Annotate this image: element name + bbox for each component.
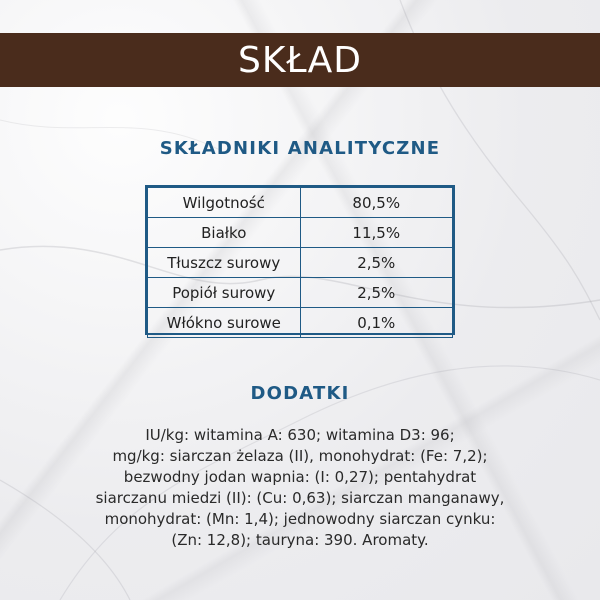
additives-line: mg/kg: siarczan żelaza (II), monohydrat: (Fe: 7,2); (112, 447, 488, 465)
component-name: Wilgotność (148, 188, 301, 218)
additives-line: siarczanu miedzi (II): (Cu: 0,63); siarczan manganawy, (95, 489, 505, 507)
component-value: 0,1% (300, 308, 453, 338)
additives-line: (Zn: 12,8); tauryna: 390. Aromaty. (171, 531, 429, 549)
component-name: Tłuszcz surowy (148, 248, 301, 278)
additives-line: bezwodny jodan wapnia: (I: 0,27); pentahydrat (123, 468, 477, 486)
table-row (148, 308, 453, 338)
component-value: 2,5% (300, 278, 453, 308)
table-row (148, 248, 453, 278)
additives-line: IU/kg: witamina A: 630; witamina D3: 96; (145, 426, 455, 444)
component-value: 2,5% (300, 248, 453, 278)
page-title: SKŁAD (237, 39, 363, 81)
header-band (0, 33, 600, 87)
component-name: Białko (148, 218, 301, 248)
analytical-table (145, 185, 455, 335)
additives-line: monohydrat: (Mn: 1,4); jednowodny siarczan cynku: (104, 510, 496, 528)
additives-section-title: DODATKI (250, 383, 350, 404)
additives-text (40, 425, 560, 551)
component-value: 80,5% (300, 188, 453, 218)
component-name: Popiół surowy (148, 278, 301, 308)
table-row (148, 188, 453, 218)
component-name: Włókno surowe (148, 308, 301, 338)
component-value: 11,5% (300, 218, 453, 248)
analytical-section-title: SKŁADNIKI ANALITYCZNE (159, 138, 441, 159)
table-row (148, 218, 453, 248)
table-row (148, 278, 453, 308)
